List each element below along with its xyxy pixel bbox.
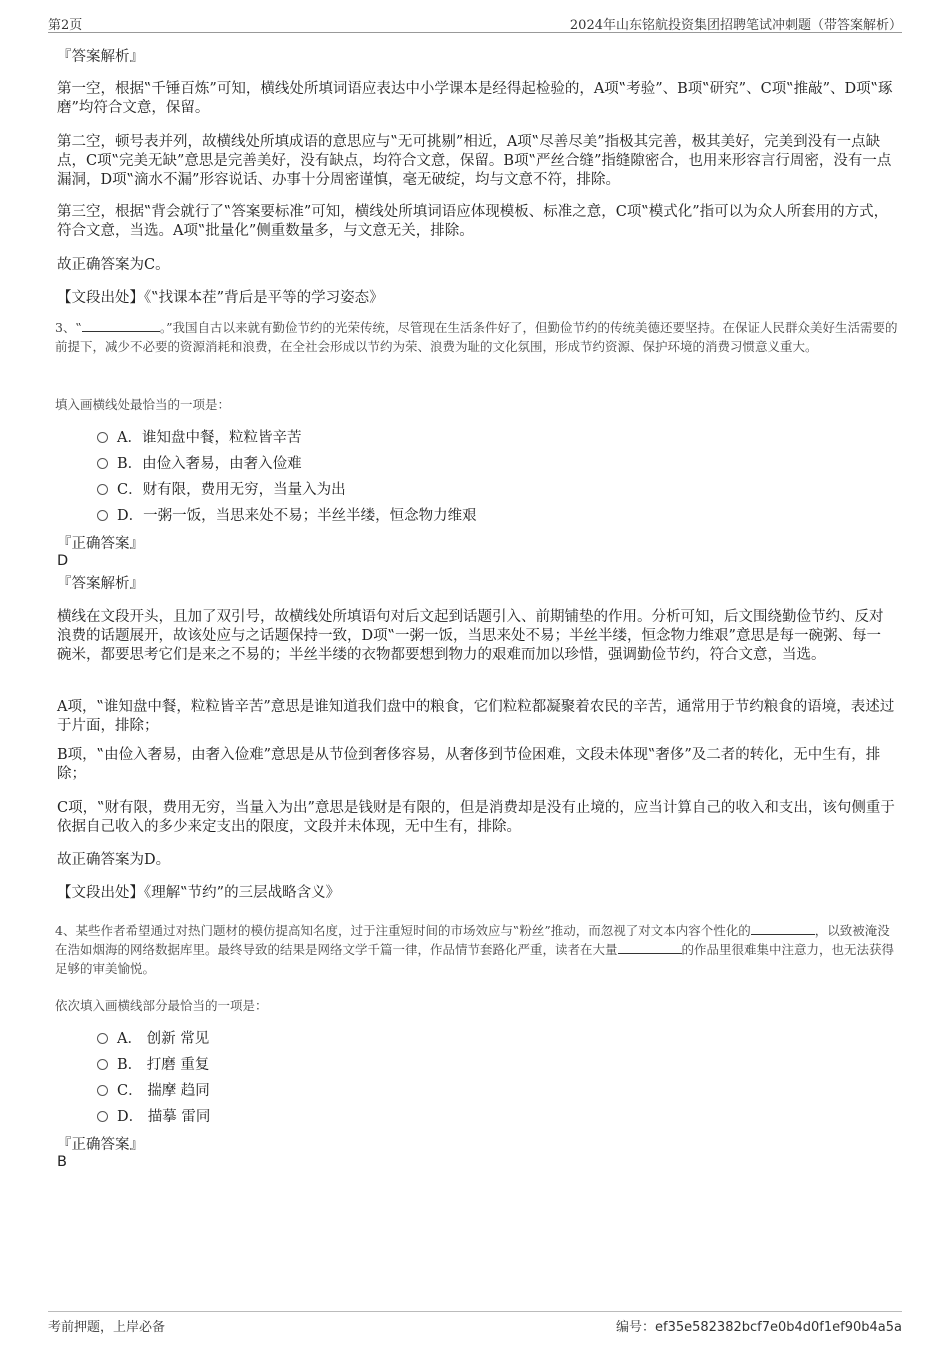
page-number: 第2页 — [48, 18, 83, 33]
option-c[interactable]: C． 揣摩 趋同 — [97, 1082, 210, 1100]
radio-icon[interactable] — [97, 1085, 108, 1096]
question-prompt: 填入画横线处最恰当的一项是： — [55, 397, 231, 412]
analysis-paragraph: 第三空，根据‟背会就行了‟答案要标准”可知，横线处所填词语应体现模板、标准之意，C项‟模式化”指可以为众人所套用的方式，符合文意，当选。A项‟批量化”侧重数量多，与文意无关，排除。 — [57, 204, 889, 239]
fill-blank — [751, 922, 815, 935]
question-stem: 4、某些作者希望通过对热门题材的模仿提高知名度，过于注重短时间的市场效应与‟粉丝”推动，而忽视了对文本内容个性化的 ，以致被淹没在浩如烟海的网络数据库里。最终导致的结果是网络文学千篇一律，作品情节套路化严重，读者在大量 的作品里很难集中注意力，也无法获得足够的审美愉悦。 — [55, 923, 895, 976]
analysis-paragraph: A项，‟谁知盘中餐，粒粒皆辛苦”意思是谁知道我们盘中的粮食，它们粒粒都凝聚着农民的辛苦，通常用于节约粮食的语境，表述过于片面，排除； — [57, 699, 895, 734]
radio-icon[interactable] — [97, 1059, 108, 1070]
fill-blank — [82, 319, 160, 332]
question-prompt: 依次填入画横线部分最恰当的一项是： — [55, 998, 268, 1013]
analysis-paragraph: 横线在文段开头，且加了双引号，故横线处所填语句对后文起到话题引入、前期铺垫的作用。分析可知，后文围绕勤俭节约、反对浪费的话题展开，故该处应与之话题保持一致，D项‟一粥一饭，当思来处不易；半丝半缕，恒念物力维艰”意思是每一碗粥、每一碗米，都要思考它们是来之不易的；半丝半缕的衣物都要想到物力的艰难而加以珍惜，强调勤俭节约，符合文意，当选。 — [57, 609, 884, 663]
analysis-paragraph: 第一空，根据‟千锤百炼”可知，横线处所填词语应表达中小学课本是经得起检验的，A项‟考验”、B项‟研究”、C项‟推敲”、D项‟琢磨”均符合文意，保留。 — [57, 81, 893, 116]
page-footer — [48, 1311, 902, 1336]
radio-icon[interactable] — [97, 1111, 108, 1122]
option-d[interactable]: D． 描摹 雷同 — [97, 1108, 210, 1126]
radio-icon[interactable] — [97, 458, 108, 469]
option-a[interactable]: A． 创新 常见 — [97, 1030, 209, 1048]
radio-icon[interactable] — [97, 510, 108, 521]
option-d[interactable]: D．一粥一饭，当思来处不易；半丝半缕，恒念物力维艰 — [97, 507, 477, 525]
conclusion: 故正确答案为D。 — [57, 852, 171, 868]
document-code: 编号：ef35e582382bcf7e0b4d0f1ef90b4a5a — [615, 1320, 902, 1335]
option-c[interactable]: C．财有限，费用无穷，当量入为出 — [97, 481, 346, 499]
answer-analysis-label: 『答案解析』 — [57, 49, 144, 65]
radio-icon[interactable] — [97, 432, 108, 443]
correct-answer: D — [57, 553, 69, 569]
radio-icon[interactable] — [97, 1033, 108, 1044]
correct-answer: B — [57, 1154, 67, 1170]
fill-blank — [618, 941, 682, 954]
option-b[interactable]: B．由俭入奢易，由奢入俭难 — [97, 455, 302, 473]
analysis-paragraph: C项，‟财有限，费用无穷，当量入为出”意思是钱财是有限的，但是消费却是没有止境的，应当计算自己的收入和支出，该句侧重于依据自己收入的多少来定支出的限度，文段并未体现，无中生有，排除。 — [57, 800, 895, 835]
analysis-paragraph: B项，‟由俭入奢易，由奢入俭难”意思是从节俭到奢侈容易，从奢侈到节俭困难，文段未体现‟奢侈”及二者的转化，无中生有，排除； — [57, 747, 881, 782]
correct-answer-label: 『正确答案』 — [57, 1137, 144, 1153]
radio-icon[interactable] — [97, 484, 108, 495]
footer-slogan: 考前押题，上岸必备 — [48, 1320, 166, 1335]
analysis-paragraph: 第二空，顿号表并列，故横线处所填成语的意思应与‟无可挑剔”相近，A项‟尽善尽美”指极其完善，极其美好，完美到没有一点缺点，C项‟完美无缺”意思是完善美好，没有缺点，均符合文意，保留。B项‟严丝合缝”指缝隙密合，也用来形容言行周密，没有一点漏洞，D项‟滴水不漏”形容说话、办事十分周密谨慎，毫无破绽，均与文意不符，排除。 — [57, 134, 892, 188]
option-b[interactable]: B． 打磨 重复 — [97, 1056, 209, 1074]
source-citation: 【文段出处】《理解‟节约”的三层战略含义》 — [57, 885, 341, 901]
question-stem: 3、‟ 。”我国自古以来就有勤俭节约的光荣传统，尽管现在生活条件好了，但勤俭节约的传统美德还要坚持。在保证人民群众美好生活需要的前提下，减少不必要的资源消耗和浪费，在全社会形成以节约为荣、浪费为耻的文化氛围，形成节约资源、保护环境的消费习惯意义重大。 — [55, 320, 898, 354]
answer-analysis-label: 『答案解析』 — [57, 576, 144, 592]
conclusion: 故正确答案为C。 — [57, 257, 170, 273]
source-citation: 【文段出处】《‟找课本茬”背后是平等的学习姿态》 — [57, 290, 384, 306]
document-title: 2024年山东铭航投资集团招聘笔试冲刺题（带答案解析） — [569, 18, 902, 33]
page-header — [48, 12, 902, 33]
option-a[interactable]: A．谁知盘中餐，粒粒皆辛苦 — [97, 429, 301, 447]
correct-answer-label: 『正确答案』 — [57, 536, 144, 552]
